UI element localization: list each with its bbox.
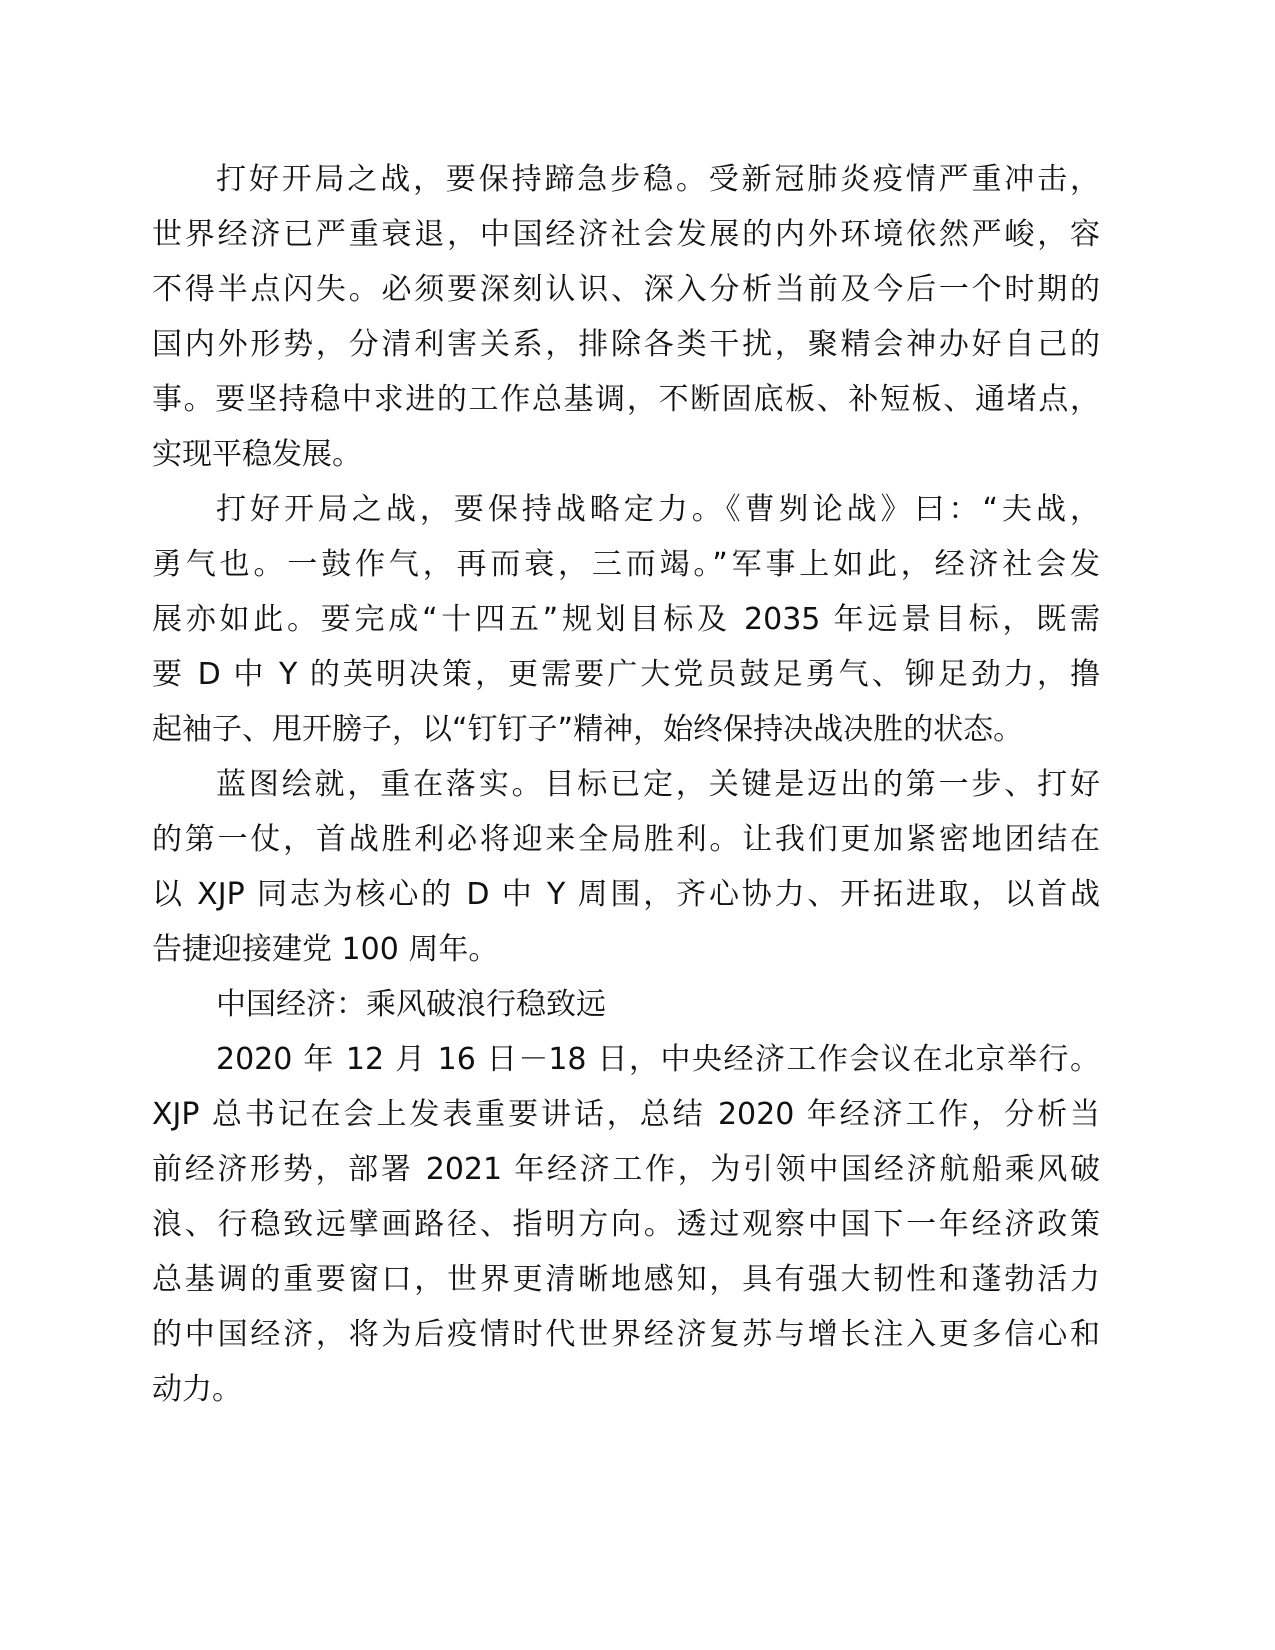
text-line: 事。要坚持稳中求进的工作总基调，不断固底板、补短板、通堵点， <box>152 382 1100 417</box>
text-line: 打好开局之战，要保持蹄急步稳。受新冠肺炎疫情严重冲击， <box>216 162 1100 197</box>
text-line: 蓝图绘就，重在落实。目标已定，关键是迈出的第一步、打好 <box>216 767 1100 802</box>
text-line: 勇气也。一鼓作气，再而衰，三而竭。”军事上如此，经济社会发 <box>152 547 1100 582</box>
text-line: 总基调的重要窗口，世界更清晰地感知，具有强大韧性和蓬勃活力 <box>152 1262 1100 1297</box>
text-line: 实现平稳发展。 <box>152 437 362 472</box>
text-line: 不得半点闪失。必须要深刻认识、深入分析当前及今后一个时期的 <box>152 272 1100 307</box>
text-line: 浪、行稳致远擘画路径、指明方向。透过观察中国下一年经济政策 <box>152 1207 1100 1242</box>
text-line: 的中国经济，将为后疫情时代世界经济复苏与增长注入更多信心和 <box>152 1317 1100 1352</box>
paragraph <box>152 482 1100 757</box>
text-line: 动力。 <box>152 1372 242 1407</box>
paragraph <box>152 152 1100 482</box>
paragraph <box>152 1032 1100 1417</box>
section-heading <box>152 977 1100 1032</box>
text-line: 以 XJP 同志为核心的 D 中 Y 周围，齐心协力、开拓进取，以首战 <box>152 877 1100 912</box>
text-line: 中国经济：乘风破浪行稳致远 <box>216 987 606 1022</box>
text-line: 的第一仗，首战胜利必将迎来全局胜利。让我们更加紧密地团结在 <box>152 822 1100 857</box>
text-line: 要 D 中 Y 的英明决策，更需要广大党员鼓足勇气、铆足劲力，撸 <box>152 657 1100 692</box>
text-line: 起袖子、甩开膀子，以“钉钉子”精神，始终保持决战决胜的状态。 <box>152 712 1024 747</box>
text-line: XJP 总书记在会上发表重要讲话，总结 2020 年经济工作，分析当 <box>152 1097 1100 1132</box>
text-line: 打好开局之战，要保持战略定力。《曹刿论战》曰：“夫战， <box>216 492 1100 527</box>
document-body <box>152 152 1100 1417</box>
text-line: 2020 年 12 月 16 日－18 日，中央经济工作会议在北京举行。 <box>216 1042 1100 1077</box>
paragraph <box>152 757 1100 977</box>
text-line: 世界经济已严重衰退，中国经济社会发展的内外环境依然严峻，容 <box>152 217 1100 252</box>
text-line: 前经济形势，部署 2021 年经济工作，为引领中国经济航船乘风破 <box>152 1152 1100 1187</box>
text-line: 国内外形势，分清利害关系，排除各类干扰，聚精会神办好自己的 <box>152 327 1100 362</box>
text-line: 展亦如此。要完成“十四五”规划目标及 2035 年远景目标，既需 <box>152 602 1100 637</box>
text-line: 告捷迎接建党 100 周年。 <box>152 932 499 967</box>
